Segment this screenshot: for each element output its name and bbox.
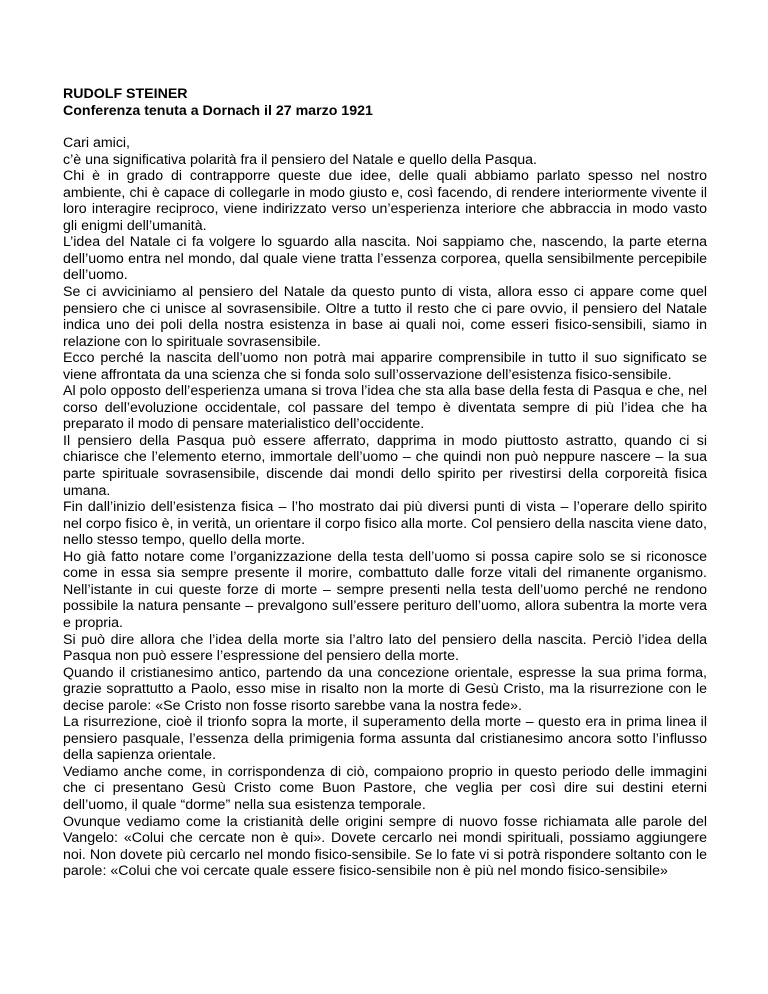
paragraph-1: c’è una significativa polarità fra il pensiero del Natale e quello della Pasqua. xyxy=(63,151,537,168)
paragraph-3: L’idea del Natale ci fa volgere lo sguardo alla nascita. Noi sappiamo che, nascendo, la parte eterna dell’uomo entra nel mondo, dal quale viene tratta l’essenza corporea, quella sensibilmente percepibile dell’uomo. xyxy=(63,234,707,284)
paragraph-6: Al polo opposto dell’esperienza umana si trova l’idea che sta alla base della festa di Pasqua e che, nel corso dell’evoluzione occidentale, col passare del tempo è diventata sempre di più l’idea che ha preparato il modo di pensare materialistico dell’occidente. xyxy=(63,383,707,433)
paragraph-12: La risurrezione, cioè il trionfo sopra la morte, il superamento della morte – questo era in prima linea il pensiero pasquale, l’essenza della primigenia forma assunta dal cristianesimo ancora sotto l’influsso della sapienza orientale. xyxy=(63,714,707,764)
paragraph-10: Si può dire allora che l’idea della morte sia l’altro lato del pensiero della nascita. Perciò l’idea della Pasqua non può essere l’espressione del pensiero della morte. xyxy=(63,631,707,665)
paragraph-11: Quando il cristianesimo antico, partendo da una concezione orientale, espresse la sua prima forma, grazie soprattutto a Paolo, esso mise in risalto non la morte di Gesù Cristo, ma la risurrezione con le decise parole: «Se Cristo non fosse risorto sarebbe vana la nostra fede». xyxy=(63,664,707,714)
greeting: Cari amici, xyxy=(63,135,131,152)
paragraph-5: Ecco perché la nascita dell’uomo non potrà mai apparire comprensibile in tutto il suo significato se viene affrontata da una scienza che si fonda solo sull’osservazione dell’esistenza fisico-sensibile. xyxy=(63,350,707,383)
heading-spacer xyxy=(63,119,707,135)
document-page xyxy=(63,86,707,880)
author-heading: RUDOLF STEINER xyxy=(63,86,188,102)
paragraph-4: Se ci avviciniamo al pensiero del Natale da questo punto di vista, allora esso ci appare come quel pensiero che ci unisce al sovrasensibile. Oltre a tutto il resto che ci pare ovvio, il pensiero del Natale indica uno dei poli della nostra esistenza in base ai quali noi, come esseri fisico-sensibili, siamo in relazione con lo spirituale sovrasensibile. xyxy=(63,284,707,350)
paragraph-2: Chi è in grado di contrapporre queste due idee, delle quali abbiamo parlato spesso nel nostro ambiente, chi è capace di collegarle in modo giusto e, così facendo, di rendere interiormente vivente il loro interagire reciproco, viene indirizzato verso un’esperienza interiore che abbraccia in modo vasto gli enigmi dell’umanità. xyxy=(63,168,707,234)
paragraph-13: Vediamo anche come, in corrispondenza di ciò, compaiono proprio in questo periodo delle immagini che ci presentano Gesù Cristo come Buon Pastore, che veglia per così dire sui destini eterni dell’uomo, il quale “dorme” nella sua esistenza temporale. xyxy=(63,763,707,813)
lecture-subtitle: Conferenza tenuta a Dornach il 27 marzo 1921 xyxy=(63,102,373,119)
paragraph-9: Ho già fatto notare come l’organizzazione della testa dell’uomo si possa capire solo se si riconosce come in essa sia sempre presente il morire, combattuto dalle forze vitali del rimanente organismo. Nell’istante in cui queste forze di morte – sempre presenti nella testa dell’uomo perché ne rendono possibile la natura pensante – prevalgono sull’essere perituro dell’uomo, allora subentra la morte vera e propria. xyxy=(63,548,707,631)
paragraph-14: Ovunque vediamo come la cristianità delle origini sempre di nuovo fosse richiamata alle parole del Vangelo: «Colui che cercate non è qui». Dovete cercarlo nei mondi spirituali, possiamo aggiungere noi. Non dovete più cercarlo nel mondo fisico-sensibile. Se lo fate vi si potrà rispondere soltanto con le parole: «Colui che voi cercate quale essere fisico-sensibile non è più nel mondo fisico-sensibile» xyxy=(63,813,707,880)
paragraph-7: Il pensiero della Pasqua può essere afferrato, dapprima in modo piuttosto astratto, quando ci si chiarisce che l’elemento eterno, immortale dell’uomo – che quindi non può neppure nascere – la sua parte spirituale sovrasensibile, discende dai mondi dello spirito per rivestirsi della corporeità fisica umana. xyxy=(63,432,707,499)
paragraph-8: Fin dall’inizio dell’esistenza fisica – l’ho mostrato dai più diversi punti di vista – l’operare dello spirito nel corpo fisico è, in verità, un orientare il corpo fisico alla morte. Col pensiero della nascita viene dato, nello stesso tempo, quello della morte. xyxy=(63,499,707,549)
